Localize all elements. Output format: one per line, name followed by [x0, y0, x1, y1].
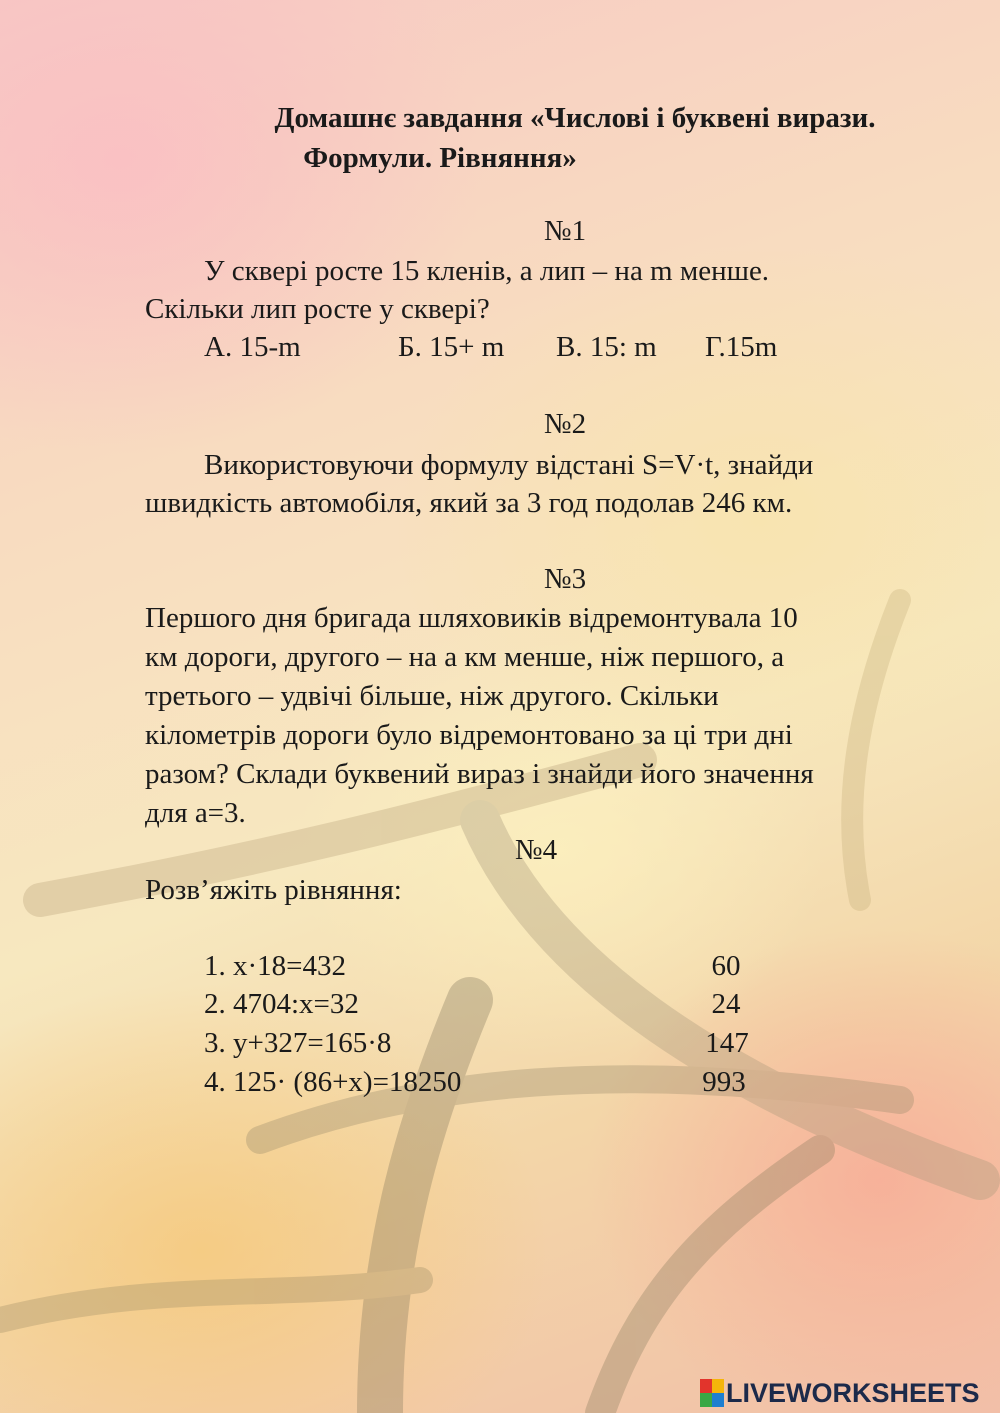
- task-3-text-line: Першого дня бригада шляховиків відремонтувала 10: [145, 602, 798, 634]
- answer-1[interactable]: 60: [711, 950, 741, 982]
- answer-3[interactable]: 147: [705, 1027, 749, 1059]
- task-3-text-line: км дороги, другого – на а км менше, ніж першого, а: [145, 641, 785, 673]
- task-3-text-line: для а=3.: [145, 797, 246, 829]
- task-3-number: №3: [543, 563, 587, 595]
- task-2-text-line-1: Використовуючи формулу відстані S=V·t, знайди: [204, 449, 814, 481]
- task-3-text-line: третього – удвічі більше, ніж другого. Скільки: [145, 680, 719, 712]
- task-3-text-line: разом? Склади буквений вираз і знайди його значення: [145, 758, 814, 790]
- equation-3: 3. y+327=165·8: [204, 1027, 392, 1059]
- equation-4: 4. 125· (86+x)=18250: [204, 1066, 462, 1098]
- equation-1: 1. x·18=432: [204, 950, 347, 982]
- task-1-option-c[interactable]: В. 15: m: [556, 331, 657, 363]
- task-4-number: №4: [514, 834, 558, 866]
- task-2-number: №2: [543, 408, 587, 440]
- task-3-text-line: кілометрів дороги було відремонтовано за ці три дні: [145, 719, 793, 751]
- task-1-option-d[interactable]: Г.15m: [705, 331, 778, 363]
- title-line-1: Домашнє завдання «Числові і буквені вирази.: [274, 102, 876, 134]
- liveworksheets-logo-icon: [700, 1379, 724, 1407]
- title-line-2: Формули. Рівняння»: [303, 142, 577, 174]
- liveworksheets-logo: [700, 1376, 995, 1410]
- task-1-text-line-2: Скільки лип росте у сквері?: [145, 293, 490, 325]
- task-1-text-line-1: У сквері росте 15 кленів, а лип – на m менше.: [204, 255, 770, 287]
- task-2-text-line-2: швидкість автомобіля, який за 3 год подолав 246 км.: [145, 487, 793, 519]
- answer-4[interactable]: 993: [702, 1066, 746, 1098]
- liveworksheets-logo-text: LIVEWORKSHEETS: [726, 1378, 980, 1408]
- task-1-number: №1: [543, 215, 587, 247]
- answer-2[interactable]: 24: [711, 988, 741, 1020]
- task-1-option-a[interactable]: А. 15-m: [204, 331, 301, 363]
- task-1-option-b[interactable]: Б. 15+ m: [398, 331, 505, 363]
- task-4-prompt: Розв’яжіть рівняння:: [145, 874, 402, 906]
- equation-2: 2. 4704:x=32: [204, 988, 359, 1020]
